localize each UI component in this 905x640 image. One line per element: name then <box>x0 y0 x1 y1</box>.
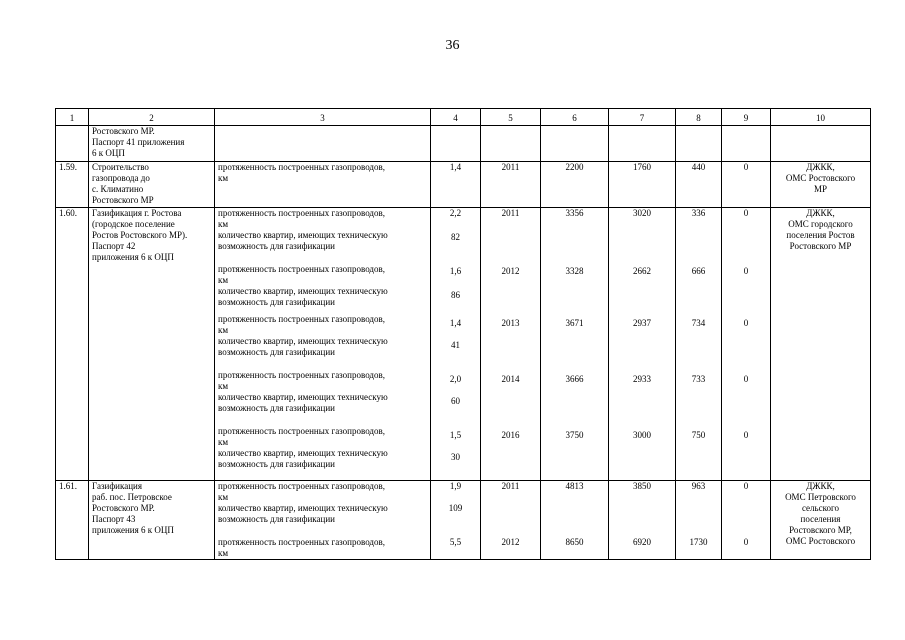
year: 2016 <box>501 430 520 440</box>
col-header: 6 <box>541 109 609 126</box>
apartments-value: 86 <box>451 290 460 300</box>
col-header: 5 <box>481 109 541 126</box>
total: 3750 <box>565 430 584 440</box>
col-header: 7 <box>609 109 676 126</box>
col8-values <box>676 208 722 481</box>
totals <box>541 481 609 560</box>
table-row <box>56 481 871 560</box>
length-label: протяженность построенных газопроводов, км <box>218 481 386 502</box>
length-label: протяженность построенных газопроводов, км <box>218 264 386 285</box>
col-header: 1 <box>56 109 89 126</box>
length-label: протяженность построенных газопроводов, км <box>218 426 386 447</box>
page-number: 36 <box>445 38 460 53</box>
years <box>481 208 541 481</box>
col9-value: 0 <box>743 374 749 384</box>
col-header: 4 <box>431 109 481 126</box>
length-value: 1,4 <box>449 318 462 328</box>
year: 2014 <box>501 374 520 384</box>
apartments-value: 109 <box>448 503 463 513</box>
col8-value: 1730 <box>689 537 708 547</box>
col-header: 10 <box>771 109 871 126</box>
table-row <box>56 208 871 481</box>
col9-values <box>722 208 771 481</box>
total: 3671 <box>565 318 584 328</box>
col9-value: 0 <box>743 481 749 491</box>
col7-value: 3850 <box>633 481 651 491</box>
col8-value: 750 <box>691 430 706 440</box>
apartments-label: количество квартир, имеющих техническую возможность для газификации <box>218 336 388 357</box>
length-value: 2,2 <box>449 208 462 218</box>
apartments-label: количество квартир, имеющих техническую возможность для газификации <box>218 392 388 413</box>
col7-values <box>609 208 676 481</box>
col7-value: 6920 <box>633 537 651 547</box>
executor: ДЖКК, ОМС городского поселения Ростов Ростовского МР <box>771 208 871 481</box>
length-value: 1,9 <box>449 481 462 491</box>
col-header: 3 <box>215 109 431 126</box>
item-name: Ростовского МР. Паспорт 41 приложения 6 к ОЦП <box>89 126 215 162</box>
apartments-value: 30 <box>451 452 460 462</box>
col8-value: 733 <box>691 374 706 384</box>
length-value: 5,5 <box>449 537 462 547</box>
col8-value: 440 <box>676 162 722 208</box>
indicator-values <box>431 481 481 560</box>
apartments-label: количество квартир, имеющих техническую возможность для газификации <box>218 286 388 307</box>
indicator-label: протяженность построенных газопроводов, км <box>215 162 431 208</box>
col9-value: 0 <box>743 318 749 328</box>
total: 2200 <box>541 162 609 208</box>
apartments-value: 41 <box>451 340 460 350</box>
executor: ДЖКК, ОМС Петровского сельского поселения Ростовского МР, ОМС Ростовского <box>771 481 871 560</box>
apartments-value: 60 <box>451 396 460 406</box>
length-label: протяженность построенных газопроводов, км <box>218 314 386 335</box>
apartments-label: количество квартир, имеющих техническую возможность для газификации <box>218 503 388 524</box>
col7-values <box>609 481 676 560</box>
length-label: протяженность построенных газопроводов, км <box>218 208 386 229</box>
executor: ДЖКК, ОМС Ростовского МР <box>771 162 871 208</box>
col7-value: 2937 <box>633 318 651 328</box>
col8-values <box>676 481 722 560</box>
item-number: 1.59. <box>56 162 89 208</box>
col8-value: 734 <box>691 318 706 328</box>
year: 2011 <box>481 162 541 208</box>
year: 2012 <box>501 537 520 547</box>
length-label: протяженность построенных газопроводов, км <box>218 370 386 391</box>
header-row <box>56 109 871 126</box>
col-header: 2 <box>89 109 215 126</box>
total: 8650 <box>565 537 584 547</box>
total: 3666 <box>565 374 584 384</box>
year: 2011 <box>501 208 520 218</box>
item-number: 1.61. <box>56 481 89 560</box>
col9-value: 0 <box>743 537 749 547</box>
apartments-label: количество квартир, имеющих техническую возможность для газификации <box>218 230 388 251</box>
col8-value: 336 <box>691 208 706 218</box>
col9-values <box>722 481 771 560</box>
col-header: 9 <box>722 109 771 126</box>
length-value: 2,0 <box>449 374 462 384</box>
col7-value: 3000 <box>633 430 651 440</box>
length-value: 1,6 <box>449 266 462 276</box>
col9-value: 0 <box>743 208 749 218</box>
year: 2012 <box>501 266 520 276</box>
col7-value: 2933 <box>633 374 651 384</box>
totals <box>541 208 609 481</box>
year: 2013 <box>501 318 520 328</box>
col8-value: 666 <box>691 266 706 276</box>
table-row <box>56 126 871 162</box>
item-name: Строительство газопровода до с. Климатино Ростовского МР <box>89 162 215 208</box>
col9-value: 0 <box>743 430 749 440</box>
col7-value: 2662 <box>633 266 651 276</box>
indicator-labels <box>215 481 431 560</box>
indicator-value: 1,4 <box>431 162 481 208</box>
program-table <box>55 108 871 560</box>
total: 3356 <box>565 208 584 218</box>
indicator-values <box>431 208 481 481</box>
col-header: 8 <box>676 109 722 126</box>
item-name: Газификация раб. пос. Петровское Ростовского МР. Паспорт 43 приложения 6 к ОЦП <box>89 481 215 560</box>
col8-value: 963 <box>691 481 706 491</box>
total: 3328 <box>565 266 584 276</box>
apartments-value: 82 <box>451 232 460 242</box>
apartments-label: количество квартир, имеющих техническую возможность для газификации <box>218 448 388 469</box>
col7-value: 3020 <box>633 208 651 218</box>
col9-value: 0 <box>743 266 749 276</box>
item-name: Газификация г. Ростова (городское поселение Ростов Ростовского МР). Паспорт 42 приложения 6 к ОЦП <box>89 208 215 481</box>
item-number: 1.60. <box>56 208 89 481</box>
year: 2011 <box>501 481 520 491</box>
total: 4813 <box>565 481 584 491</box>
table-row <box>56 162 871 208</box>
col7-value: 1760 <box>609 162 676 208</box>
col9-value: 0 <box>722 162 771 208</box>
indicator-labels <box>215 208 431 481</box>
length-label: протяженность построенных газопроводов, км <box>218 537 386 558</box>
years <box>481 481 541 560</box>
length-value: 1,5 <box>449 430 462 440</box>
